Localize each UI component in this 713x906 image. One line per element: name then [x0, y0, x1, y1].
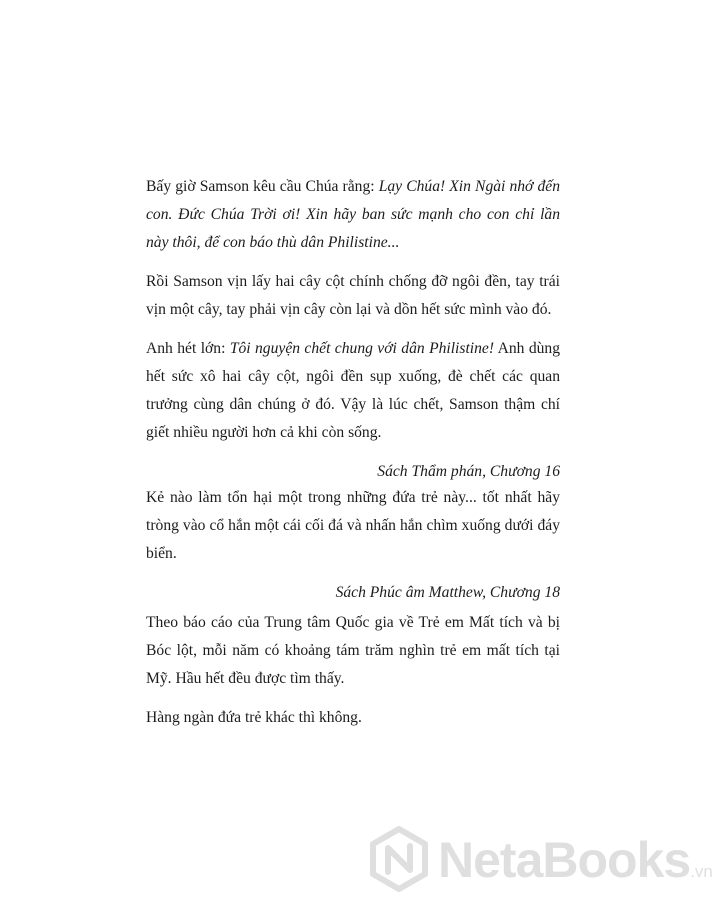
watermark-suffix: .vn — [690, 862, 713, 881]
paragraph-text: Hàng ngàn đứa trẻ khác thì không. — [146, 709, 362, 726]
passage-samson — [146, 173, 560, 486]
paragraph-text: Kẻ nào làm tổn hại một trong những đứa trẻ này... tốt nhất hãy tròng vào cổ hắn một cái cối đá và nhấn hắn chìm xuống dưới đáy biển. — [146, 489, 560, 562]
paragraph-text: Theo báo cáo của Trung tâm Quốc gia về Trẻ em Mất tích và bị Bóc lột, mỗi năm có khoảng tám trăm nghìn trẻ em mất tích tại Mỹ. Hầu hết đều được tìm thấy. — [146, 614, 560, 687]
quoted-shout: Tôi nguyện chết chung với dân Philistine! — [229, 340, 495, 357]
watermark-brand-name: NetaBooks — [438, 832, 691, 888]
watermark — [366, 820, 713, 900]
paragraph — [146, 173, 560, 257]
paragraph-text-continued: Anh dùng hết sức xô hai cây cột, ngôi đền sụp xuống, đè chết các quan trưởng cùng dân chúng ở đó. Vậy là lúc chết, Samson thậm chí giết nhiều người hơn cả khi còn sống. — [146, 340, 561, 441]
n-hexagon-logo-icon — [366, 826, 432, 892]
paragraph — [146, 335, 560, 447]
paragraph-text: Bấy giờ Samson kêu cầu Chúa rằng: — [146, 178, 379, 195]
paragraph — [146, 704, 560, 732]
source-citation: Sách Phúc âm Matthew, Chương 18 — [335, 584, 560, 601]
paragraph — [146, 484, 560, 568]
paragraph — [146, 268, 560, 324]
watermark-brand — [438, 832, 713, 900]
paragraph-text: Anh hét lớn: — [146, 340, 230, 357]
paragraph — [146, 609, 560, 693]
passage-report — [146, 609, 560, 732]
passage-matthew — [146, 484, 560, 607]
paragraph-text: Rồi Samson vịn lấy hai cây cột chính chống đỡ ngôi đền, tay trái vịn một cây, tay phải vịn cây còn lại và dồn hết sức mình vào đó. — [146, 273, 560, 318]
source-citation: Sách Thẩm phán, Chương 16 — [377, 463, 560, 480]
quoted-prayer: Lạy Chúa! Xin Ngài nhớ đến con. Đức Chúa Trời ơi! Xin hãy ban sức mạnh cho con chỉ lần này thôi, để con báo thù dân Philistine... — [146, 178, 560, 251]
